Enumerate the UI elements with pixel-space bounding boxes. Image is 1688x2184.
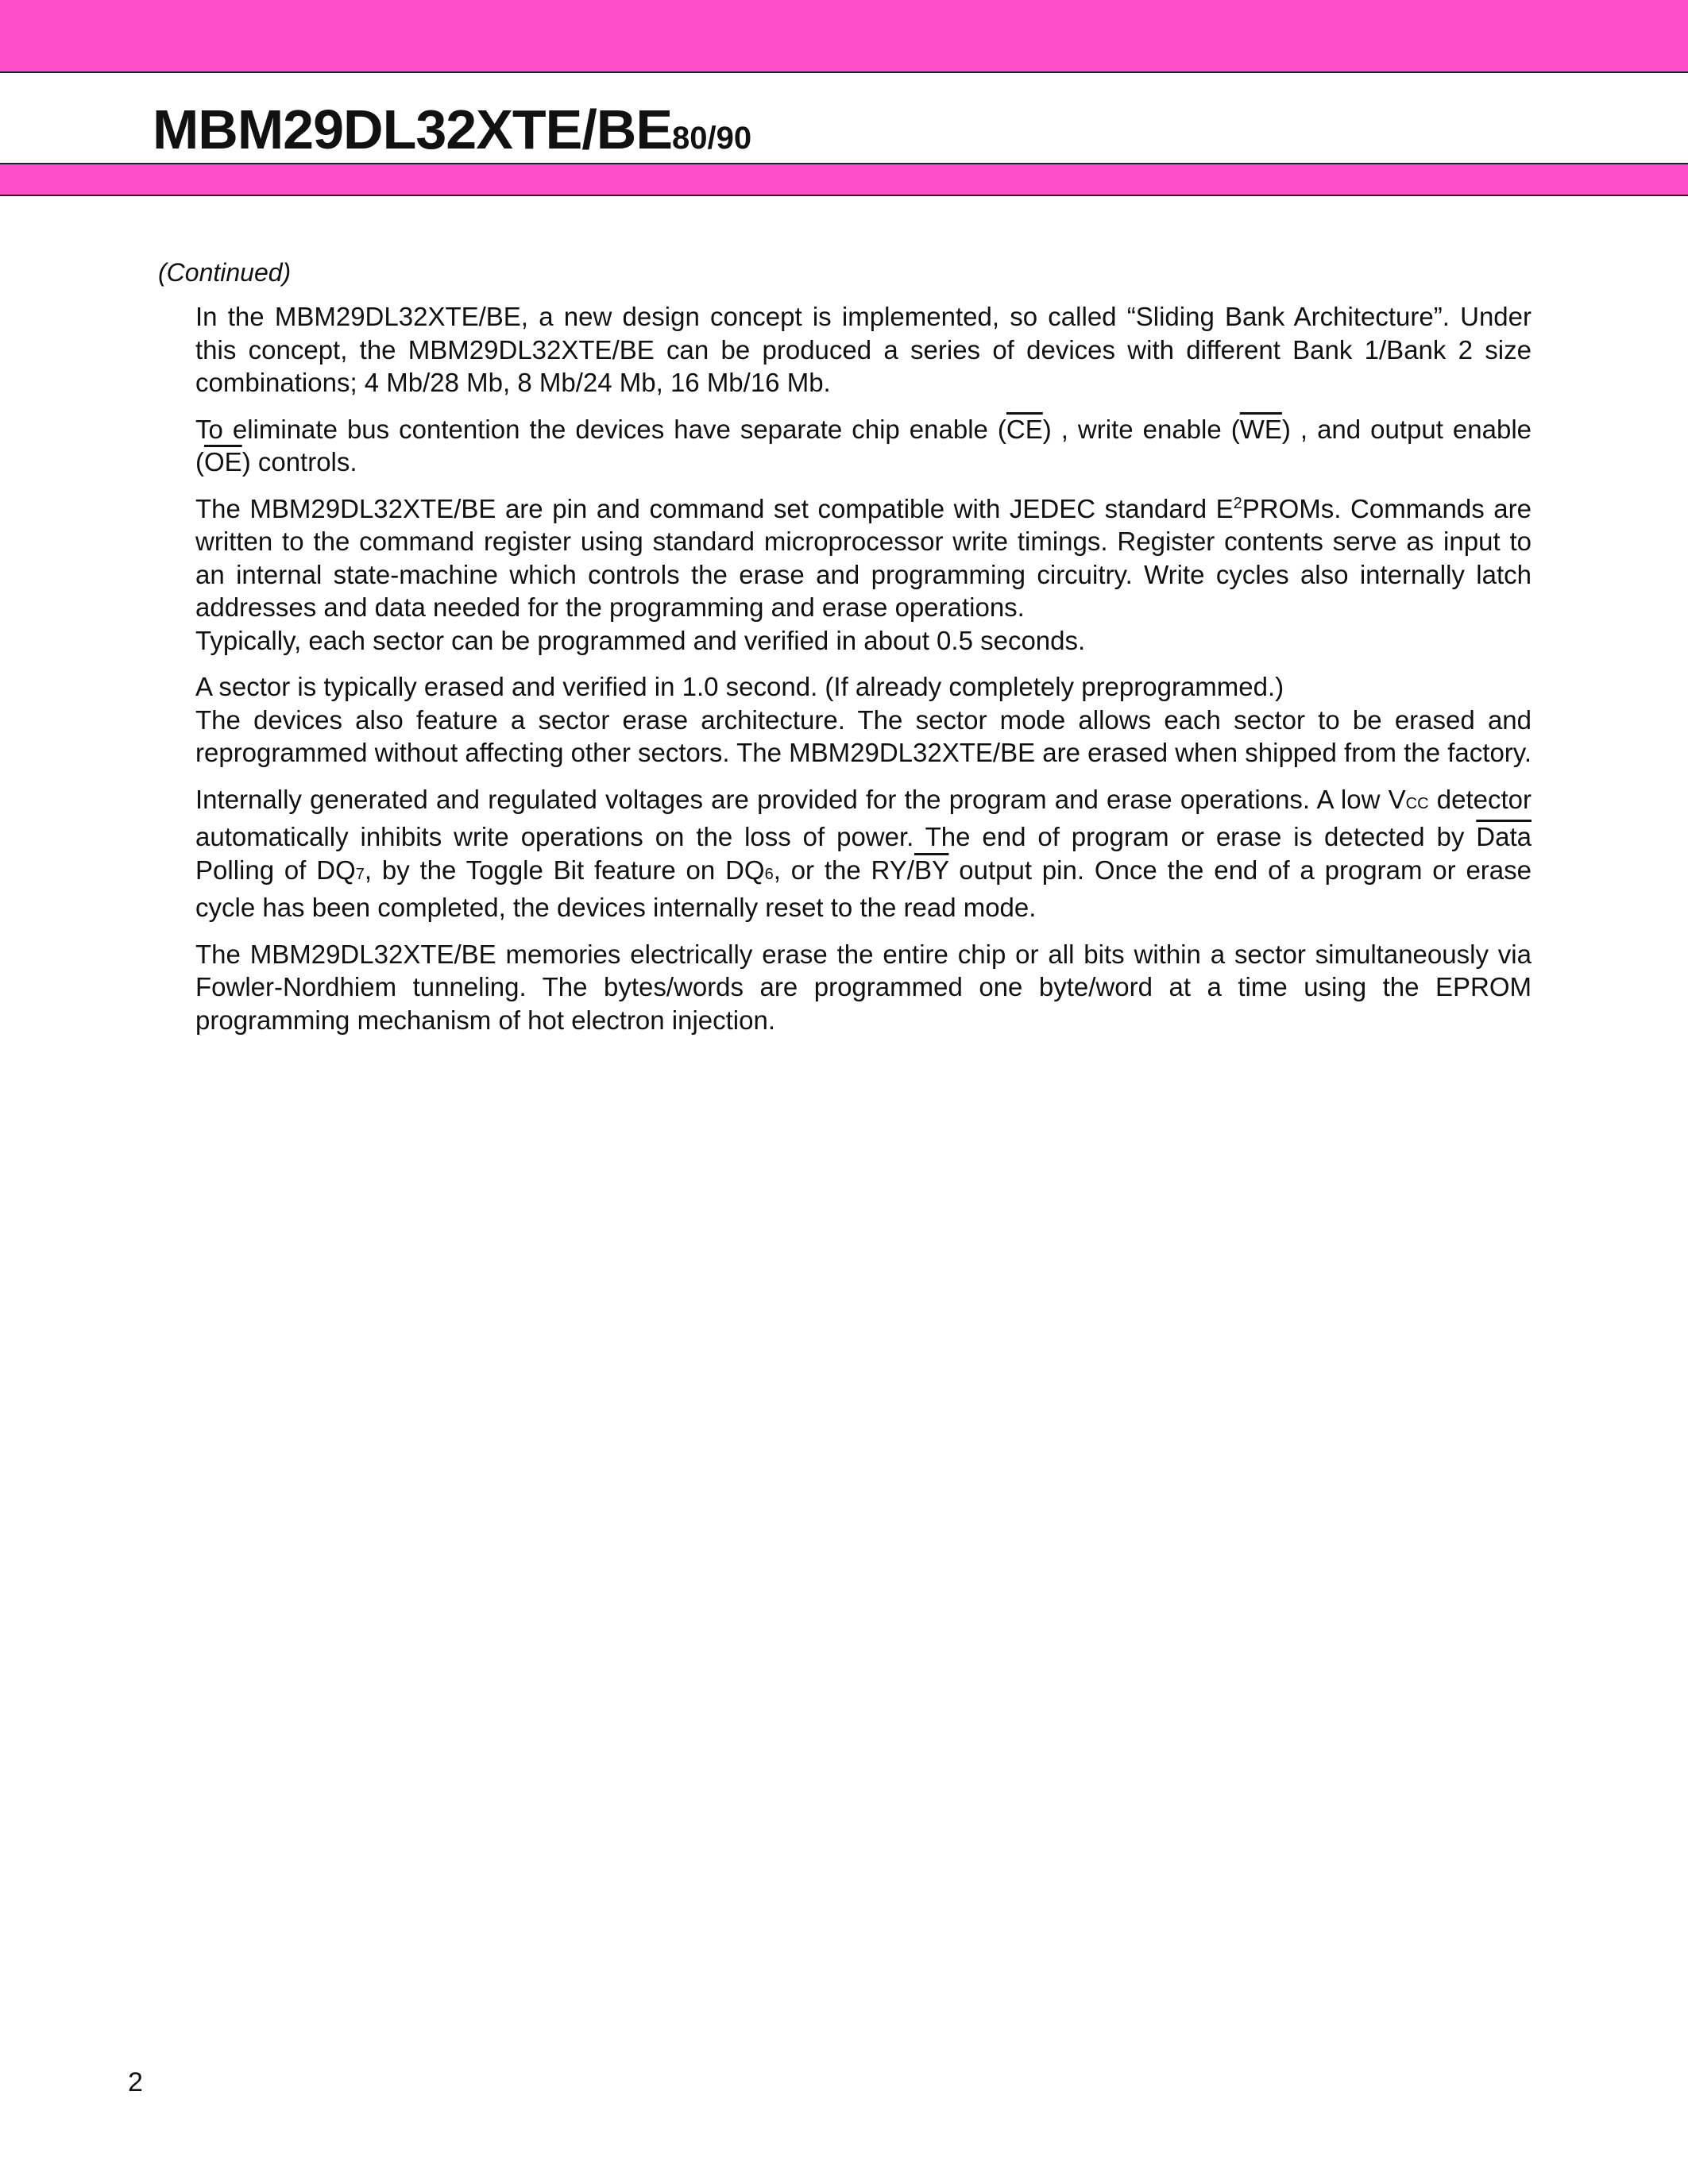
text-fragment: Internally generated and regulated voltages are provided for the program and erase operations. A low V <box>195 784 1406 814</box>
body-text <box>195 300 1532 1050</box>
data-signal: Data <box>1476 822 1532 851</box>
text-fragment: , or the RY/ <box>773 855 914 885</box>
header-bottom-band <box>0 163 1688 196</box>
continued-label: (Continued) <box>158 258 292 287</box>
paragraph-jedec <box>195 492 1532 624</box>
paragraph-program-time: Typically, each sector can be programmed and verified in about 0.5 seconds. <box>195 625 1086 655</box>
paragraph-fowler-nordheim: The MBM29DL32XTE/BE memories electrically erase the entire chip or all bits within a sector simultaneously via Fowler-Nordhiem tunneling. The bytes/words are programmed one byte/word at a time using the EPROM programming mechanism of hot electron injection. <box>195 939 1532 1035</box>
vcc-subscript: CC <box>1405 794 1429 812</box>
ce-signal: $\overline{CE}$ <box>1006 414 1043 444</box>
text-fragment: ) , write enable ( <box>1042 414 1240 444</box>
page-number: 2 <box>128 2067 143 2097</box>
text-fragment: output pin. Once the end of a program or erase cycle has been completed, the devices internally reset to the read mode. <box>195 855 1532 922</box>
header-top-band <box>0 0 1688 73</box>
text-fragment: To eliminate bus contention the devices have separate chip enable ( <box>195 414 1006 444</box>
paragraph-voltages <box>195 783 1532 924</box>
by-signal: $\overline{BY}$ <box>914 855 949 885</box>
text-fragment: The MBM29DL32XTE/BE are pin and command set compatible with JEDEC standard E <box>195 493 1234 523</box>
text-fragment: ) controls. <box>241 447 357 477</box>
text-fragment: PROMs. Commands are written to the command register using standard microprocessor write timings. Register contents serve as input to an internal state-machine which controls the erase and programming circuitry. Write cycles also internally latch addresses and data needed for the programming and erase operations. <box>195 493 1532 622</box>
oe-signal: $\overline{OE}$ <box>204 447 242 477</box>
title-suffix: 80/90 <box>672 121 752 156</box>
paragraph-sector-erase: The devices also feature a sector erase architecture. The sector mode allows each sector to be erased and reprogrammed without affecting other sectors. The MBM29DL32XTE/BE are erased when shipped from the factory. <box>195 704 1532 767</box>
paragraph-sliding-bank: In the MBM29DL32XTE/BE, a new design concept is implemented, so called “Sliding Bank Architecture”. Under this concept, the MBM29DL32XTE/BE can be produced a series of devices with different Bank 1/Bank 2 size combinations; 4 Mb/28 Mb, 8 Mb/24 Mb, 16 Mb/16 Mb. <box>195 302 1532 397</box>
superscript-2: 2 <box>1233 494 1242 512</box>
paragraph-erase-time: A sector is typically erased and verified in 1.0 second. (If already completely preprogrammed.) <box>195 672 1284 701</box>
text-fragment: detector automatically inhibits write operations on the loss of power. The end of program or erase is detected by <box>195 784 1532 851</box>
we-signal: $\overline{WE}$ <box>1239 414 1282 444</box>
paragraph-bus-contention <box>195 413 1532 479</box>
dq7-subscript: 7 <box>355 865 365 883</box>
text-fragment: ) , and output enable ( <box>195 414 1532 477</box>
text-fragment: , by the Toggle Bit feature on DQ <box>364 855 765 885</box>
title-main: MBM29DL32XTE/BE <box>153 98 673 160</box>
dq6-subscript: 6 <box>764 865 774 883</box>
text-fragment: Polling of DQ <box>195 855 356 885</box>
document-title <box>153 94 751 174</box>
